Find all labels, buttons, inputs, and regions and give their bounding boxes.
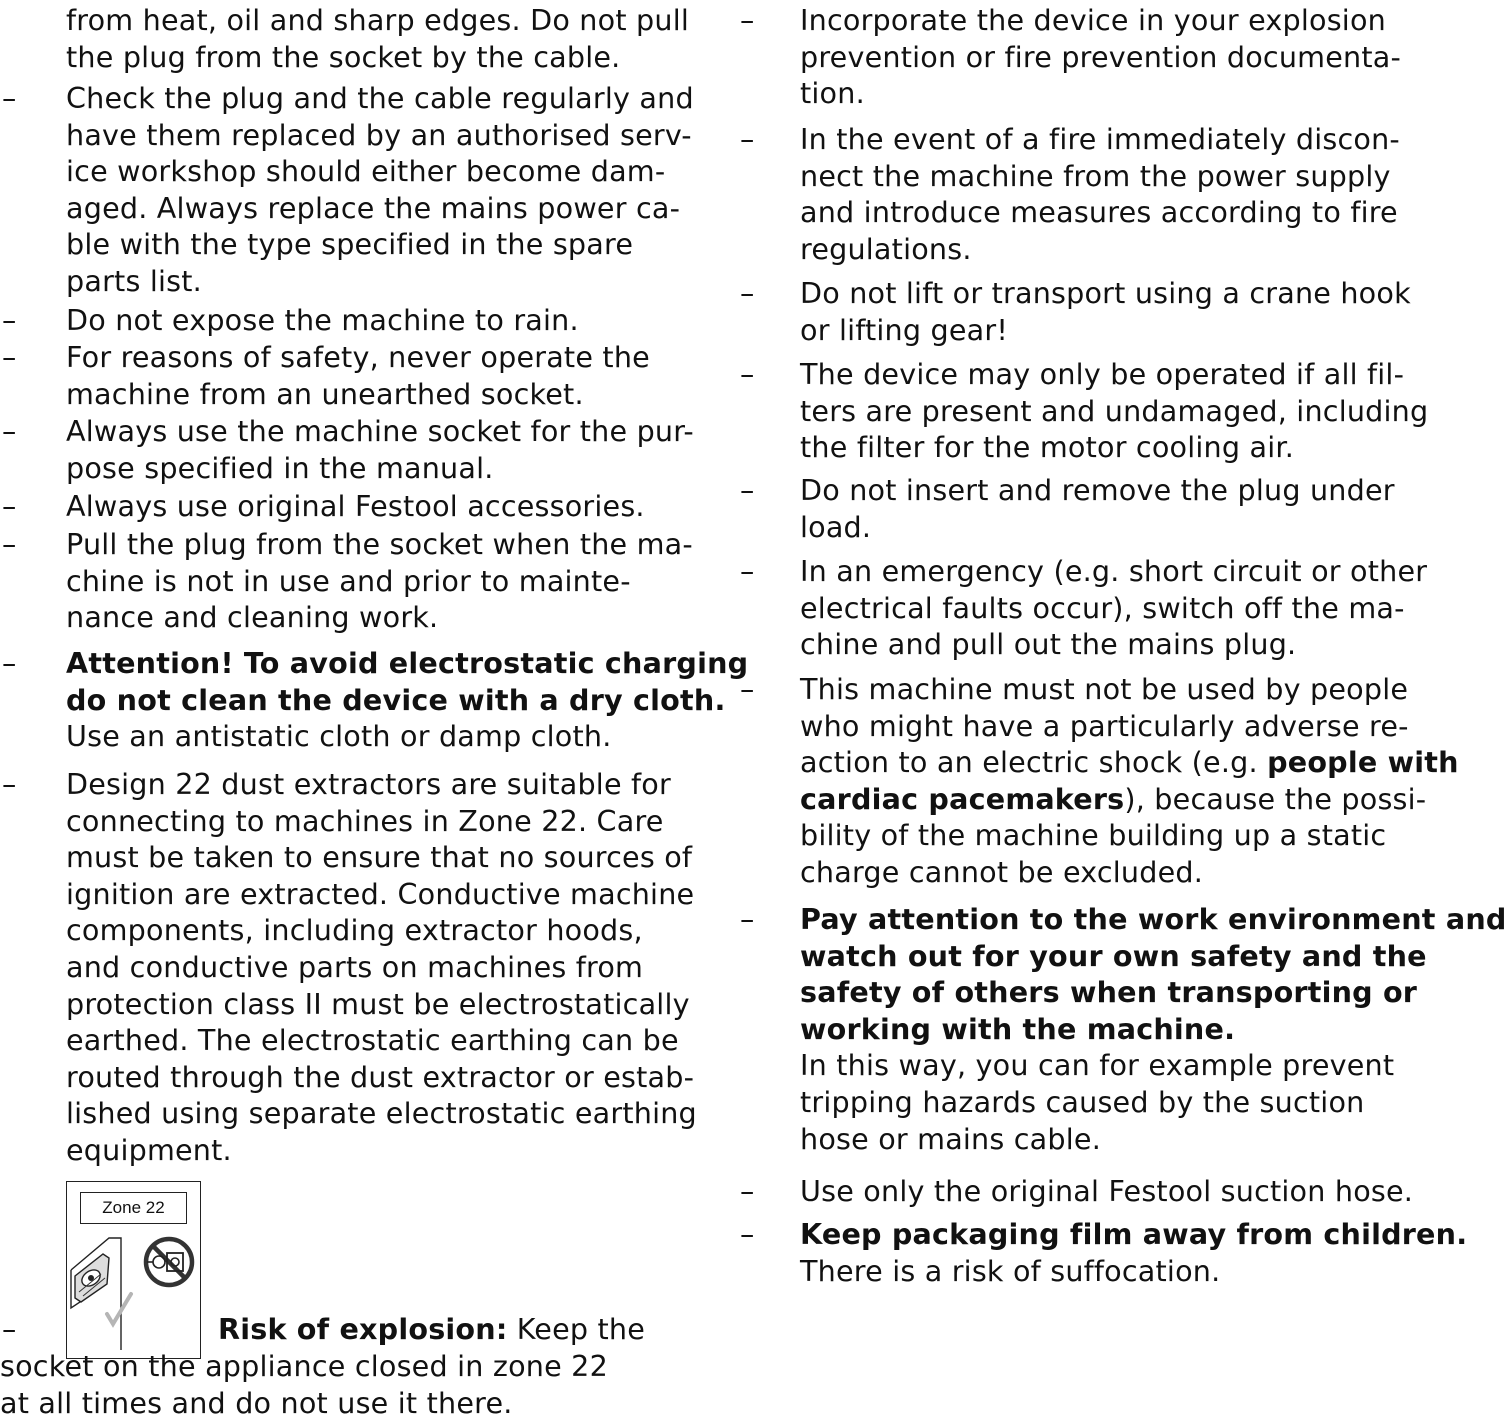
- text-line: Use an antistatic cloth or damp cloth.: [66, 719, 612, 754]
- list-dash: –: [740, 902, 755, 936]
- bold-line: watch out for your own safety and the: [800, 938, 1427, 973]
- text-line: from heat, oil and sharp edges. Do not pull: [66, 3, 689, 37]
- text-line: [800, 781, 1432, 818]
- risk-of-explosion-lead: [218, 1311, 645, 1348]
- bold-line: do not clean the device with a dry cloth.: [66, 682, 726, 717]
- list-dash: –: [2, 646, 17, 680]
- text-line: prevention or fire prevention documenta-: [800, 39, 1401, 74]
- text-line: regulations.: [800, 231, 972, 266]
- text-line: electrical faults occur), switch off the ma-: [800, 590, 1405, 625]
- text-line: bility of the machine building up a static: [800, 818, 1387, 853]
- text-line: parts list.: [66, 263, 202, 298]
- text-line: protection class II must be electrostatically: [66, 986, 690, 1021]
- bold-run: people with: [1267, 745, 1459, 780]
- text-line: ice workshop should either become dam-: [66, 154, 666, 189]
- text-line: components, including extractor hoods,: [66, 913, 643, 948]
- list-dash: –: [2, 527, 17, 561]
- text-line: connecting to machines in Zone 22. Care: [66, 803, 664, 838]
- text-line: socket on the appliance closed in zone 22: [0, 1349, 608, 1383]
- text-line: at all times and do not use it there.: [0, 1385, 513, 1420]
- text-line: Do not insert and remove the plug under: [800, 473, 1395, 507]
- text-line: Design 22 dust extractors are suitable for: [66, 767, 671, 801]
- list-dash: –: [740, 473, 755, 507]
- list-dash: –: [2, 767, 17, 801]
- text-line: Always use the machine socket for the pur-: [66, 414, 694, 448]
- text-line: or lifting gear!: [800, 312, 1008, 347]
- bold-run: cardiac pacemakers: [800, 781, 1125, 816]
- text-line: Check the plug and the cable regularly and: [66, 81, 694, 115]
- text-line: the filter for the motor cooling air.: [800, 430, 1294, 465]
- text-line: The device may only be operated if all fil-: [800, 357, 1405, 391]
- text-line: equipment.: [66, 1132, 232, 1167]
- text-line: have them replaced by an authorised serv-: [66, 117, 692, 152]
- text-line: ignition are extracted. Conductive machine: [66, 876, 695, 911]
- socket-prohibited-icon: [69, 1230, 197, 1354]
- text-line: aged. Always replace the mains power ca-: [66, 190, 681, 225]
- text-line: There is a risk of suffocation.: [800, 1253, 1221, 1288]
- text-run: action to an electric shock (e.g.: [800, 745, 1268, 780]
- list-dash: –: [740, 122, 755, 156]
- risk-lead-rest: Keep the: [507, 1312, 646, 1346]
- text-line: tripping hazards caused by the suction: [800, 1084, 1365, 1119]
- text-line: Do not lift or transport using a crane hook: [800, 276, 1411, 310]
- text-line: chine and pull out the mains plug.: [800, 627, 1297, 662]
- text-line: lished using separate electrostatic earthing: [66, 1096, 697, 1131]
- bold-line: safety of others when transporting or: [800, 975, 1418, 1010]
- text-line: In an emergency (e.g. short circuit or other: [800, 554, 1428, 588]
- text-line: [800, 744, 1459, 781]
- bold-line: Keep packaging film away from children.: [800, 1217, 1468, 1251]
- text-line: For reasons of safety, never operate the: [66, 340, 650, 374]
- list-dash: –: [2, 340, 17, 374]
- text-line: This machine must not be used by people: [800, 672, 1409, 706]
- bold-line: working with the machine.: [800, 1011, 1236, 1046]
- list-dash: –: [740, 276, 755, 310]
- zone-22-figure: [66, 1181, 201, 1359]
- text-line: Always use original Festool accessories.: [66, 489, 645, 523]
- text-line: and conductive parts on machines from: [66, 949, 644, 984]
- list-dash: –: [740, 672, 755, 706]
- text-line: Do not expose the machine to rain.: [66, 303, 579, 337]
- list-dash: –: [740, 357, 755, 391]
- bold-line: Pay attention to the work environment and: [800, 902, 1507, 936]
- list-dash: –: [740, 1174, 755, 1208]
- list-dash: –: [2, 81, 17, 115]
- text-line: Pull the plug from the socket when the ma-: [66, 527, 693, 561]
- list-dash: –: [2, 489, 17, 523]
- text-line: pose specified in the manual.: [66, 450, 494, 485]
- text-line: nect the machine from the power supply: [800, 158, 1391, 193]
- text-line: hose or mains cable.: [800, 1121, 1101, 1156]
- list-dash: –: [740, 1217, 755, 1251]
- bold-line: Attention! To avoid electrostatic charging: [66, 646, 749, 680]
- text-line: In the event of a fire immediately discon-: [800, 122, 1400, 156]
- text-line: tion.: [800, 76, 865, 111]
- text-line: nance and cleaning work.: [66, 600, 439, 635]
- list-dash: –: [2, 303, 17, 337]
- text-line: the plug from the socket by the cable.: [66, 39, 621, 74]
- list-dash: –: [740, 554, 755, 588]
- text-line: In this way, you can for example prevent: [800, 1048, 1395, 1083]
- text-line: charge cannot be excluded.: [800, 854, 1204, 889]
- list-dash: –: [2, 1312, 17, 1346]
- list-dash: –: [2, 414, 17, 448]
- text-line: load.: [800, 509, 872, 544]
- risk-lead-bold: Risk of explosion:: [218, 1312, 508, 1346]
- text-line: earthed. The electrostatic earthing can be: [66, 1023, 679, 1058]
- text-line: ble with the type specified in the spare: [66, 227, 634, 262]
- text-line: machine from an unearthed socket.: [66, 376, 584, 411]
- text-line: chine is not in use and prior to mainte-: [66, 563, 631, 598]
- text-line: routed through the dust extractor or estab-: [66, 1059, 695, 1094]
- text-line: and introduce measures according to fire: [800, 195, 1398, 230]
- text-line: Incorporate the device in your explosion: [800, 3, 1386, 37]
- text-run: ), because the possi-: [1124, 781, 1427, 816]
- text-line: who might have a particularly adverse re-: [800, 708, 1409, 743]
- list-dash: –: [740, 3, 755, 37]
- zone-label: Zone 22: [80, 1192, 187, 1224]
- text-line: ters are present and undamaged, including: [800, 393, 1429, 428]
- text-line: must be taken to ensure that no sources of: [66, 840, 693, 875]
- text-line: Use only the original Festool suction hose.: [800, 1174, 1414, 1208]
